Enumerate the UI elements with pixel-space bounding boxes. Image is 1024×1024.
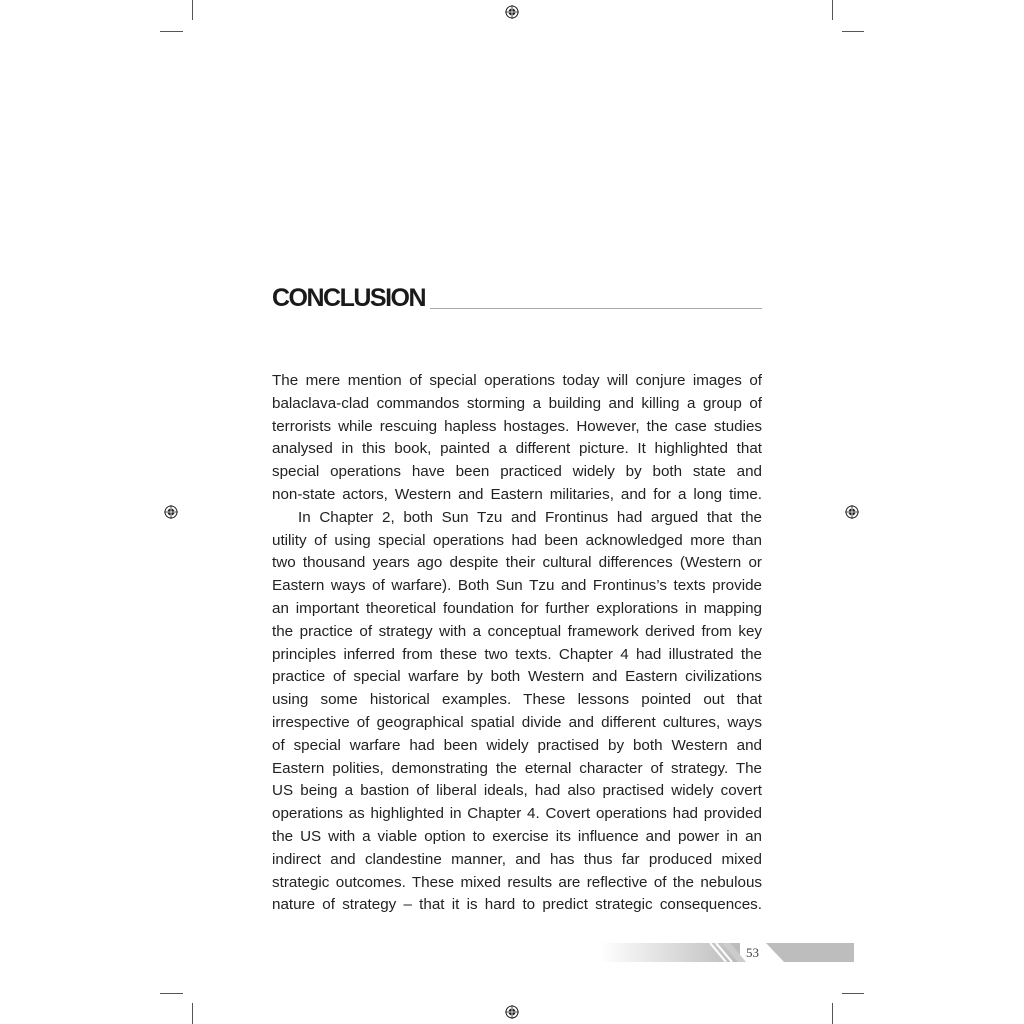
text-line: balaclava-clad commandos storming a building and killing a group of [272,394,762,412]
text-line: utility of using special operations had been acknowledged more than [272,531,762,549]
registration-mark-icon [164,505,178,519]
crop-mark [842,993,864,994]
text-line: the US with a viable option to exercise its influence and power in an [272,827,762,845]
text-line: strategic outcomes. These mixed results are reflective of the nebulous [272,873,762,891]
body-text [272,370,762,917]
crop-mark [832,0,833,20]
crop-mark [832,1003,833,1024]
text-line: nature of strategy – that it is hard to predict strategic consequences. [272,896,762,914]
text-line: terrorists while rescuing hapless hostages. However, the case studies [272,417,762,435]
footer-stripes-icon [708,943,748,962]
text-line: of special warfare had been widely practised by both Western and [272,736,762,754]
heading-rule [430,308,762,309]
text-line: Eastern polities, demonstrating the eternal character of strategy. The [272,759,762,777]
page-number: 53 [746,945,759,960]
registration-mark-icon [505,1005,519,1019]
text-line: operations as highlighted in Chapter 4. Covert operations had provided [272,805,762,823]
text-line: the practice of strategy with a conceptual framework derived from key [272,622,762,640]
text-line: non-state actors, Western and Eastern militaries, and for a long time. [272,485,762,503]
text-line: Eastern ways of warfare). Both Sun Tzu and Frontinus’s texts provide [272,577,762,595]
text-line: The mere mention of special operations today will conjure images of [272,372,762,389]
chapter-heading: CONCLUSION [272,284,426,312]
text-line: two thousand years ago despite their cultural differences (Western or [272,554,762,572]
text-line: an important theoretical foundation for further explorations in mapping [272,599,762,617]
text-line: practice of special warfare by both Western and Eastern civilizations [272,668,762,686]
text-line: using some historical examples. These lessons pointed out that [272,691,762,709]
text-line: special operations have been practiced widely by both state and [272,463,762,481]
crop-mark [842,31,864,32]
crop-mark [192,0,193,20]
text-line: analysed in this book, painted a different picture. It highlighted that [272,440,762,458]
text-line: indirect and clandestine manner, and has thus far produced mixed [272,850,762,868]
text-line: irrespective of geographical spatial divide and different cultures, ways [272,713,762,731]
crop-mark [160,993,183,994]
text-line: US being a bastion of liberal ideals, had also practised widely covert [272,782,762,800]
crop-mark [160,31,183,32]
text-line: In Chapter 2, both Sun Tzu and Frontinus had argued that the [298,508,762,526]
text-line: principles inferred from these two texts. Chapter 4 had illustrated the [272,645,762,663]
registration-mark-icon [845,505,859,519]
crop-mark [192,1003,193,1024]
footer-bar [766,943,854,962]
registration-mark-icon [505,5,519,19]
